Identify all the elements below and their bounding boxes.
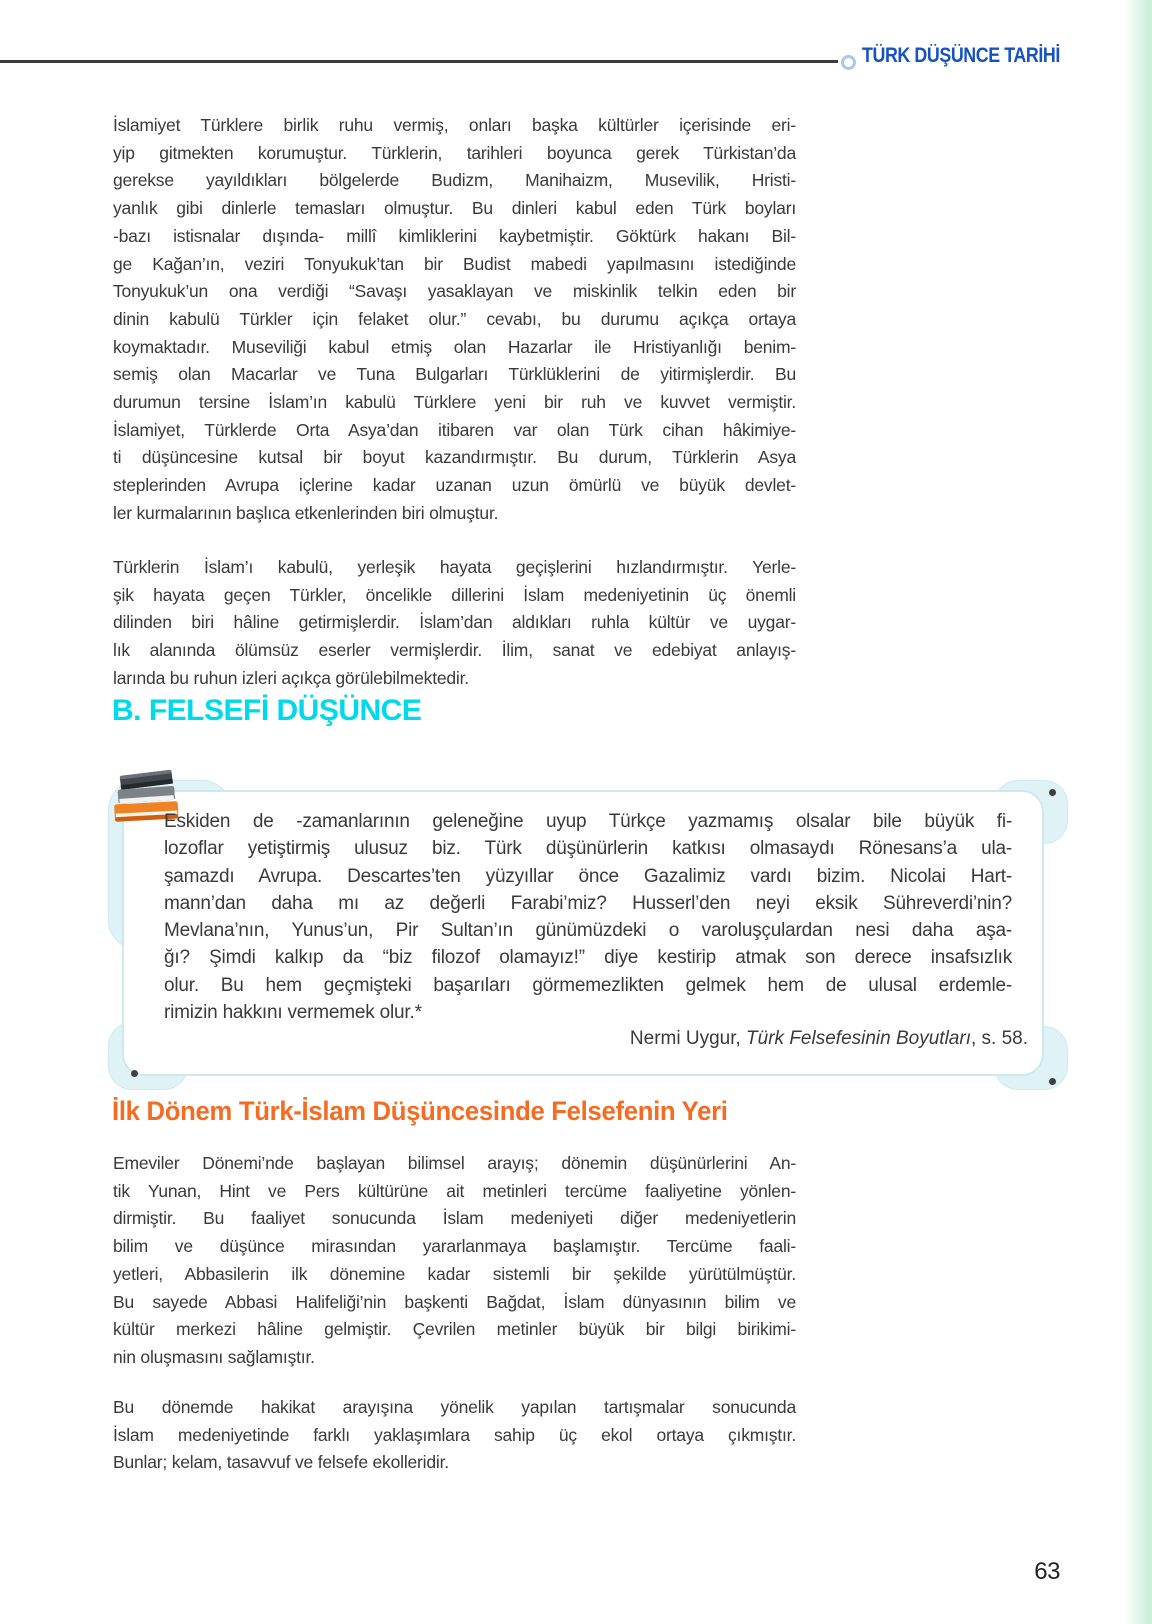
text-line: ler kurmalarının başlıca etkenlerinden biri olmuştur. [113,502,499,523]
quote-box [108,780,1068,1090]
text-line: Bunlar; kelam, tasavvuf ve felsefe ekolleridir. [113,1452,449,1473]
text-line: steplerinden Avrupa içlerine kadar uzanan uzun ömürlü ve büyük devlet- [113,475,796,496]
paragraph-4 [113,1394,796,1477]
header-rule [0,60,838,63]
paragraph-1 [113,112,796,528]
text-line: -bazı istisnalar dışında- millî kimliklerini kaybetmiştir. Göktürk hakanı Bil- [113,225,796,246]
paragraph-3 [113,1150,796,1372]
section-heading: B. FELSEFİ DÜŞÜNCE [112,694,422,727]
quote-text [164,808,1012,1026]
quote-attribution [630,1028,1028,1050]
text-line: rimizin hakkını vermemek olur.* [164,1002,422,1024]
text-line: yanlık gibi dinlerle temasları olmuştur. Bu dinleri kabul eden Türk boyları [113,198,796,219]
ring-icon [841,55,856,70]
text-line: Mevlana’nın, Yunus’un, Pir Sultan’ın günümüzdeki o varoluşçulardan nesi daha aşa- [164,920,1012,942]
page-edge-band [1124,0,1152,1624]
text-line: yip gitmekten korumuştur. Türklerin, tarihleri boyunca gerek Türkistan’da [113,142,796,163]
attribution-author: Nermi Uygur, [629,1028,747,1049]
text-line: lık alanında ölümsüz eserler vermişlerdir. İlim, sanat ve edebiyat anlayış- [113,640,796,661]
paragraph-2 [113,554,796,693]
text-line: dirmiştir. Bu faaliyet sonucunda İslam medeniyeti diğer medeniyetlerin [113,1208,796,1229]
text-line: lozoflar yetiştirmiş ulusuz biz. Türk düşünürlerin katkısı olmasaydı Rönesans’a ula- [164,838,1012,860]
text-line: durumun tersine İslam’ın kabulü Türklere yeni bir ruh ve kuvvet vermiştir. [113,392,796,413]
text-line: semiş olan Macarlar ve Tuna Bulgarları Türklüklerini de yitirmişlerdir. Bu [113,364,796,385]
text-line: ge Kağan’ın, veziri Tonyukuk’tan bir Budist mabedi yapılmasını istediğinde [113,253,796,274]
page-number: 63 [1034,1558,1060,1585]
text-line: İslamiyet, Türklerde Orta Asya’dan itibaren var olan Türk cihan hâkimiye- [113,419,796,440]
text-line: yetleri, Abbasilerin ilk dönemine kadar sistemli bir şekilde yürütülmüştür. [113,1263,796,1284]
text-line: dinin kabulü Türkler için felaket olur.” cevabı, bu durumu açıkça ortaya [113,308,796,329]
text-line: Türklerin İslam’ı kabulü, yerleşik hayata geçişlerini hızlandırmıştır. Yerle- [113,557,796,577]
text-line: şamazdı Avrupa. Descartes’ten yüzyıllar önce Gazalimiz vardı bizim. Nicolai Hart- [164,865,1012,887]
attribution-page-ref: , s. 58. [970,1028,1028,1049]
text-line: olur. Bu hem geçmişteki başarıları görmemezlikten gelmek hem de ulusal erdemle- [164,974,1012,996]
text-line: Emeviler Dönemi’nde başlayan bilimsel arayış; dönemin düşünürlerini An- [113,1153,796,1173]
text-line: İslam medeniyetinde farklı yaklaşımlara sahip üç ekol ortaya çıkmıştır. [113,1424,796,1445]
text-line: koymaktadır. Museviliği kabul etmiş olan Hazarlar ile Hristiyanlığı benim- [113,336,796,357]
text-line: ğı? Şimdi kalkıp da “biz filozof olamayız!” diye kestirip atmak son derece insafsızlık [164,947,1012,969]
dot-decoration [1049,1078,1056,1085]
text-line: tik Yunan, Hint ve Pers kültürüne ait metinleri tercüme faaliyetine yönlen- [113,1180,796,1201]
text-line: Bu dönemde hakikat arayışına yönelik yapılan tartışmalar sonucunda [113,1397,796,1417]
text-line: İslamiyet Türklere birlik ruhu vermiş, onları başka kültürler içerisinde eri- [113,115,796,135]
text-line: Tonyukuk’un ona verdiği “Savaşı yasaklayan ve miskinlik telkin eden bir [113,281,796,302]
text-line: nin oluşmasını sağlamıştır. [113,1346,315,1367]
subsection-heading: İlk Dönem Türk-İslam Düşüncesinde Felsefenin Yeri [112,1096,728,1126]
text-line: bilim ve düşünce mirasından yararlanmaya başlamıştır. Tercüme faali- [113,1236,796,1257]
text-line: mann’dan daha mı az değerli Farabi’miz? Husserl’den neyi eksik Sühreverdi’nin? [164,892,1012,914]
text-line: kültür merkezi hâline gelmiştir. Çevrilen metinler büyük bir bilgi birikimi- [113,1319,796,1340]
attribution-book-title: Türk Felsefesinin Boyutları [746,1028,971,1049]
dot-decoration [1049,789,1056,796]
text-line: şik hayata geçen Türkler, öncelikle dillerini İslam medeniyetinin üç önemli [113,584,796,605]
text-line: larında bu ruhun izleri açıkça görülebilmektedir. [113,667,469,688]
text-line: gerekse yayıldıkları bölgelerde Budizm, Manihaizm, Musevilik, Hristi- [113,170,796,191]
text-line: dilinden biri hâline getirmişlerdir. İslam’dan aldıkları ruhla kültür ve uygar- [113,612,796,633]
text-line: Eskiden de -zamanlarının geleneğine uyup Türkçe yazmamış olsalar bile büyük fi- [164,811,1012,832]
text-line: ti düşüncesine kutsal bir boyut kazandırmıştır. Bu durum, Türklerin Asya [113,447,796,468]
chapter-title: TÜRK DÜŞÜNCE TARİHİ [862,44,1060,67]
text-line: Bu sayede Abbasi Halifeliği’nin başkenti Bağdat, İslam dünyasının bilim ve [113,1291,796,1312]
dot-decoration [131,1070,138,1077]
